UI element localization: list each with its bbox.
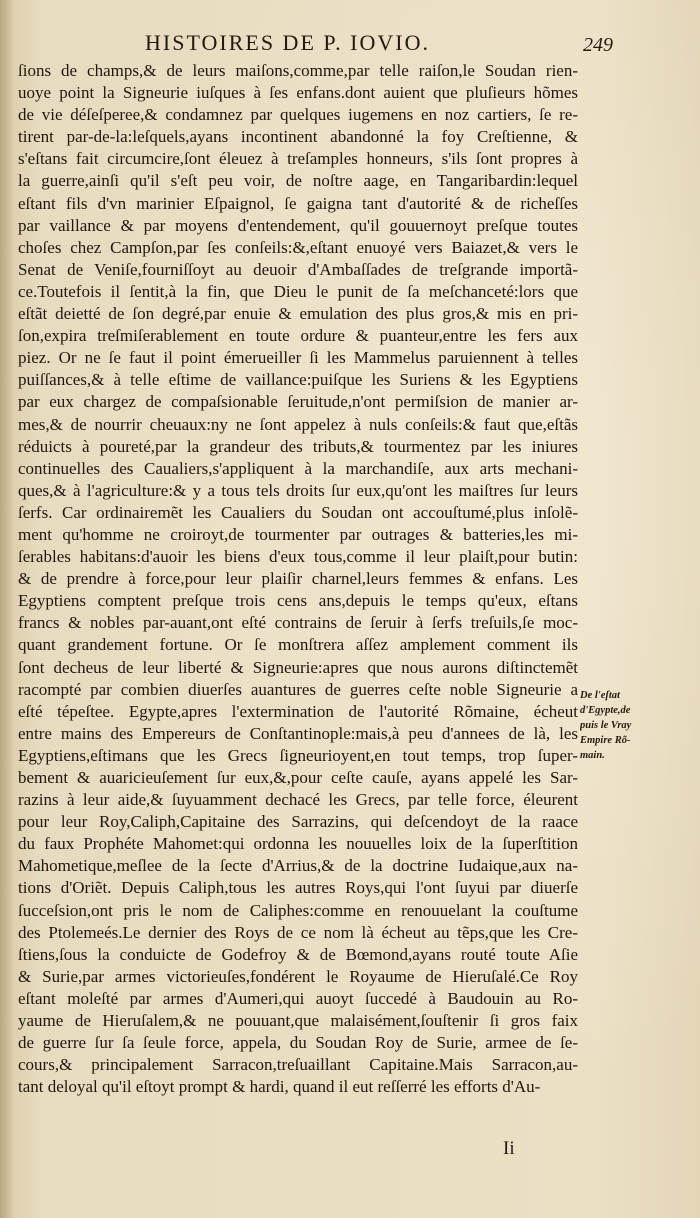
text-line: ſions de champs,& de leurs maiſons,comme,par telle raiſon,le Soudan rien- bbox=[18, 61, 578, 80]
text-line: eſté tépeſtee. Egypte,apres l'extermination de l'autorité Rõmaine, écheut bbox=[18, 701, 578, 721]
text-line: Mahometique,meſlee de la ſecte d'Arrius,& de la doctrine Iudaique,aux na- bbox=[18, 856, 578, 876]
text-line: racompté par combien diuerſes auantures de guerres ceſte noble Signeurie a bbox=[18, 679, 578, 699]
marginal-note-line: puis le Vray bbox=[580, 720, 632, 731]
text-line: pour leur Roy,Caliph,Capitaine des Sarrazins, qui deſcendoyt de la raace bbox=[18, 812, 578, 832]
text-line: uoye point la Signeurie iuſques à ſes enfans.dont auient que pluſieurs hõmes bbox=[18, 83, 578, 103]
text-line: quant grandement fortune. Or ſe monſtrera aſſez amplement comment ils bbox=[18, 635, 578, 655]
text-line: de vie déſeſperee,& condamnez par quelques iugemens en noz cartiers, ſe re- bbox=[18, 105, 578, 125]
running-title: HISTOIRES DE P. IOVIO. bbox=[145, 30, 430, 55]
marginal-note-line: Empire Rõ- bbox=[580, 735, 631, 746]
text-line: par vaillance & par moyens d'entendement, qu'il gouuernoyt preſque toutes bbox=[18, 215, 578, 235]
text-line: & Surie,par armes victorieuſes,fondérent le Royaume de Hieruſalé.Ce Roy bbox=[18, 966, 578, 986]
text-line: s'eſtans fait circumcire,ſont éleuez à treſamples honneurs, s'ils ſont propres à bbox=[18, 149, 578, 169]
text-line: yaume de Hieruſalem,& ne pouuant,que malaisément,ſouſtenir ſi gros faix bbox=[18, 1011, 578, 1031]
text-line: de guerre ſur ſa ſeule force, appela, du Soudan Roy de Surie, armee de ſe- bbox=[18, 1033, 578, 1053]
text-line: ſucceſsion,ont pris le nom de Caliphes:comme en renouuelant la couſtume bbox=[18, 900, 578, 920]
marginal-note-line: De l'eſtat bbox=[580, 690, 620, 701]
text-line: Egyptiens,eſtimans que les Grecs ſigneurioyent,en tout temps, trop ſuper- bbox=[18, 745, 578, 765]
text-line: ſerables habitans:d'auoir les biens d'eux tous,comme il leur plaiſt,pour butin: bbox=[18, 547, 578, 567]
marginal-note-line: main. bbox=[580, 750, 605, 761]
text-line: ſon,expira treſmiſerablement en toute ordure & puanteur,entre les fers aux bbox=[18, 326, 578, 346]
text-line: bement & auaricieuſement ſur eux,&,pour ceſte cauſe, ayans appelé les Sar- bbox=[18, 768, 578, 787]
text-line: francs & nobles par-auant,ont eſté contrains de ſeruir à ſerfs treſuils,ſe moc- bbox=[18, 613, 578, 633]
text-line: ſtiens,ſous la conduicte de Godefroy & de Bœmond,ayans routé toute Aſie bbox=[18, 944, 578, 964]
text-line: Egyptiens comptent preſque trois cens ans,depuis le temps qu'eux, eſtans bbox=[18, 591, 578, 611]
text-line: tirent par-de-la:leſquels,ayans incontinent abandonné la foy Creſtienne, & bbox=[18, 127, 578, 147]
text-line: cours,& principalement Sarracon,treſuaillant Capitaine.Mais Sarracon,au- bbox=[18, 1055, 578, 1075]
text-line: & de prendre à force,pour leur plaiſir charnel,leurs femmes & enfans. Les bbox=[18, 569, 578, 589]
text-line: la guerre,ainſi qu'il s'eſt peu voir, de noſtre aage, en Tangaribardin:lequel bbox=[18, 171, 578, 191]
page-gutter-shadow bbox=[0, 0, 14, 1218]
text-line: entre mains des Empereurs de Conſtantinople:mais,à peu d'annees de là, les bbox=[18, 723, 578, 743]
text-line: ques,& à l'agriculture:& y a tous tels droits ſur eux,qu'ont les maiſtres ſur leurs bbox=[18, 480, 578, 500]
text-line: Senat de Veniſe,fourniſſoyt au deuoir d'Ambaſſades de treſgrande importã- bbox=[18, 259, 578, 279]
text-line: du faux Prophéte Mahomet:qui ordonna les nouuelles loix de la ſuperſtition bbox=[18, 834, 578, 854]
page-header bbox=[145, 30, 613, 56]
body-text bbox=[18, 60, 578, 1098]
text-line: eſtãt deietté de ſon degré,par enuie & emulation des plus gros,& mis en pri- bbox=[18, 304, 578, 324]
text-line: piez. Or ne ſe faut il point émerueiller ſi les Mammelus paruiennent à telles bbox=[18, 348, 578, 368]
text-line: ſerfs. Car ordinairemẽt les Caualiers du Soudan ont accouſtumé,plus inſolẽ- bbox=[18, 502, 578, 522]
page-number: 249 bbox=[583, 34, 613, 56]
text-line: ment qu'homme ne croiroyt,de tourmenter par outrages & batteries,les mi- bbox=[18, 524, 578, 544]
text-line: puiſſances,& à telle eſtime de vaillance:puiſque les Suriens & les Egyptiens bbox=[18, 370, 578, 390]
marginal-note bbox=[580, 688, 646, 763]
signature-mark: Ii bbox=[503, 1138, 515, 1159]
text-line: des Ptolemeés.Le dernier des Roys de ce nom là écheut au tẽps,que les Cre- bbox=[18, 922, 578, 942]
text-line: choſes chez Campſon,par ſes conſeils:&,eſtant enuoyé vers Baiazet,& vers le bbox=[18, 237, 578, 257]
text-line: par eux chargez de compaſsionable ſeruitude,n'ont permiſsion de manier ar- bbox=[18, 392, 578, 412]
text-line: eſtant moleſté par armes d'Aumeri,qui auoyt ſuccedé à Baudouin au Ro- bbox=[18, 988, 578, 1008]
text-line: razins à leur aide,& ſuyuamment dechacé les Grecs, par telle force, éleurent bbox=[18, 790, 578, 810]
text-line: réduicts à poureté,par la grandeur des tributs,& tourmentez par les iniures bbox=[18, 436, 578, 456]
text-line: tions d'Oriẽt. Depuis Caliph,tous les autres Roys,qui l'ont ſuyui par diuerſe bbox=[18, 878, 578, 898]
text-line: tant deloyal qu'il eſtoyt prompt & hardi, quand il eut reſſerré les efforts d'Au- bbox=[18, 1077, 541, 1097]
text-line: ſont decheus de leur liberté & Signeurie:apres que nous aurons diſtinctemẽt bbox=[18, 657, 578, 677]
text-line: mes,& de nourrir cheuaux:ny ne ſont appelez à nuls conſeils:& faut que,eſtãs bbox=[18, 414, 578, 434]
text-line: eſtant fils d'vn marinier Eſpaignol, ſe gaigna tant d'autorité & de richeſſes bbox=[18, 193, 578, 213]
text-line: continuelles des Caualiers,s'appliquent à la marchandiſe, aux arts mechani- bbox=[18, 458, 578, 478]
text-line: ce.Toutefois il ſentit,à la fin, que Dieu le punit de ſa meſchanceté:lors que bbox=[18, 281, 578, 301]
marginal-note-line: d'Egypte,de bbox=[580, 705, 631, 716]
